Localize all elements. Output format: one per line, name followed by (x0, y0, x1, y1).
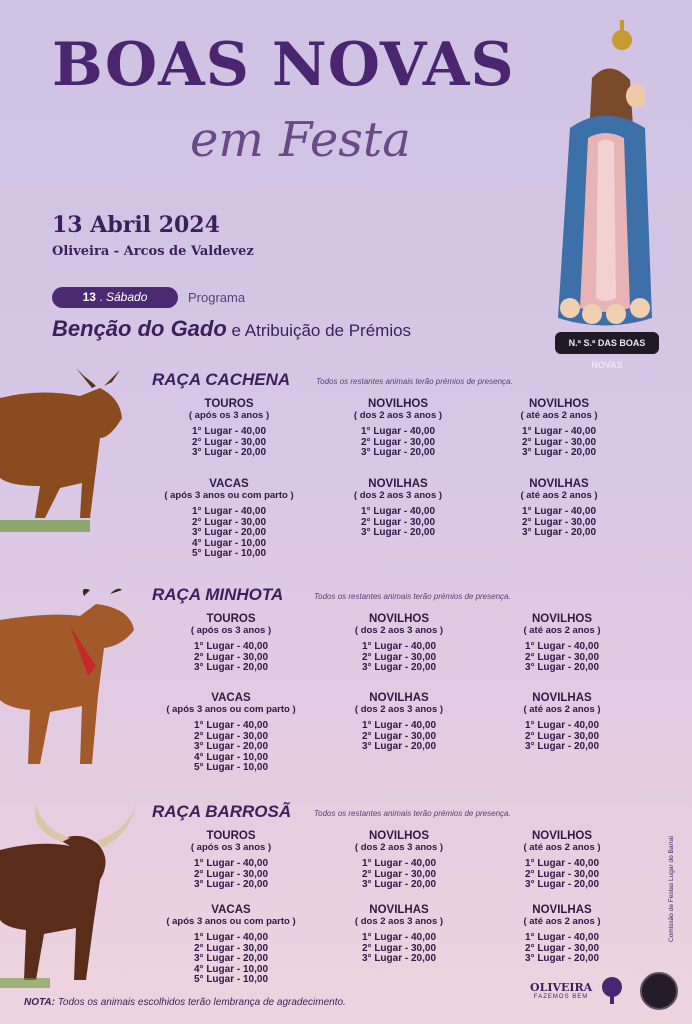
group-sub: ( até aos 2 anos ) (523, 625, 601, 636)
prize-line: 1° Lugar - 40,00 (193, 858, 269, 869)
prize-line: 3° Lugar - 20,00 (193, 662, 269, 674)
breed-title: RAÇA MINHOTA (152, 585, 284, 604)
group-title: NOVILHOS (531, 830, 593, 842)
prize-group (484, 478, 634, 539)
prize-line: 2° Lugar - 30,00 (193, 942, 269, 954)
group-sub: ( dos 2 aos 3 anos ) (354, 842, 444, 853)
group-sub: ( até aos 2 anos ) (523, 704, 601, 715)
cachena-cow-image (0, 368, 130, 538)
prize-group (156, 692, 306, 774)
poster-title: BOAS NOVAS (52, 30, 515, 100)
logo-name: OLIVEIRA (530, 981, 593, 994)
prize-line: 2° Lugar - 30,00 (361, 651, 437, 663)
prize-line: 2° Lugar - 30,00 (524, 868, 600, 880)
day-number: 13 (82, 290, 96, 304)
prize-line: 1° Lugar - 40,00 (193, 932, 269, 943)
prize-line: 1° Lugar - 40,00 (193, 720, 269, 731)
prize-line: 3° Lugar - 20,00 (521, 447, 597, 459)
breed-note: Todos os restantes animais terão prémios de presença. (316, 377, 513, 386)
prize-group (156, 904, 306, 986)
prize-line: 1° Lugar - 40,00 (524, 720, 600, 731)
prize-line: 4° Lugar - 10,00 (191, 537, 267, 549)
prize-group (484, 398, 634, 459)
breed-note: Todos os restantes animais terão prémios de presença. (314, 592, 511, 601)
breed-title: RAÇA CACHENA (152, 370, 291, 389)
tree-logo-icon (597, 976, 627, 1006)
prize-line: 2° Lugar - 30,00 (521, 436, 597, 448)
prize-line: 2° Lugar - 30,00 (193, 651, 269, 663)
prize-line: 3° Lugar - 20,00 (361, 879, 437, 891)
prize-line: 2° Lugar - 30,00 (524, 730, 600, 742)
group-title: VACAS (209, 478, 249, 490)
day-pill (52, 287, 178, 308)
prize-line: 5° Lugar - 10,00 (191, 548, 267, 560)
prize-line: 3° Lugar - 20,00 (361, 953, 437, 965)
event-place: Oliveira - Arcos de Valdevez (52, 244, 254, 259)
group-title: NOVILHOS (528, 398, 590, 410)
group-title: TOUROS (206, 830, 256, 842)
group-sub: ( dos 2 aos 3 anos ) (354, 916, 444, 927)
group-title: NOVILHAS (369, 692, 429, 704)
breed-title: RAÇA BARROSÃ (152, 802, 292, 821)
prize-group (324, 613, 474, 674)
statue-base-label: N.ª S.ª DAS BOAS NOVAS (555, 332, 659, 354)
group-sub: ( após os 3 anos ) (190, 625, 272, 636)
prize-line: 2° Lugar - 30,00 (191, 436, 267, 448)
footer-note (24, 997, 346, 1008)
prize-group (156, 613, 306, 674)
breed-note: Todos os restantes animais terão prémios de presença. (314, 809, 511, 818)
prize-line: 1° Lugar - 40,00 (191, 506, 267, 517)
prize-line: 2° Lugar - 30,00 (360, 516, 436, 528)
prize-line: 1° Lugar - 40,00 (361, 720, 437, 731)
group-sub: ( até aos 2 anos ) (523, 842, 601, 853)
group-sub: ( após os 3 anos ) (188, 410, 270, 421)
headline-bold: Benção do Gado (52, 316, 227, 341)
group-title: TOUROS (204, 398, 254, 410)
prize-line: 2° Lugar - 30,00 (521, 516, 597, 528)
prize-line: 1° Lugar - 40,00 (524, 932, 600, 943)
side-credit: Comissão de Festas Lugar do Barral (668, 836, 675, 942)
group-title: NOVILHOS (531, 613, 593, 625)
group-sub: ( dos 2 aos 3 anos ) (353, 410, 443, 421)
minhota-cow-image (0, 586, 138, 770)
group-sub: ( após os 3 anos ) (190, 842, 272, 853)
prize-line: 4° Lugar - 10,00 (193, 751, 269, 763)
prize-group (487, 613, 637, 674)
group-sub: ( até aos 2 anos ) (520, 490, 598, 501)
oliveira-logo (530, 981, 592, 1000)
prize-group (323, 398, 473, 459)
prize-line: 3° Lugar - 20,00 (524, 741, 600, 753)
prize-line: 1° Lugar - 40,00 (521, 506, 597, 517)
group-sub: ( após 3 anos ou com parto ) (164, 490, 294, 501)
prize-line: 1° Lugar - 40,00 (361, 932, 437, 943)
note-text: Todos os animais escolhidos terão lembrança de agradecimento. (54, 997, 346, 1008)
prize-group (324, 830, 474, 891)
prize-group (154, 478, 304, 560)
prize-line: 2° Lugar - 30,00 (524, 651, 600, 663)
prize-line: 1° Lugar - 40,00 (521, 426, 597, 437)
prize-line: 3° Lugar - 20,00 (191, 527, 267, 539)
prize-line: 3° Lugar - 20,00 (361, 662, 437, 674)
prize-group (324, 692, 474, 753)
group-title: TOUROS (206, 613, 256, 625)
prize-line: 2° Lugar - 30,00 (360, 436, 436, 448)
group-title: NOVILHAS (368, 478, 428, 490)
logo-sub: FAZEMOS BEM (533, 994, 589, 1000)
program-label: Programa (188, 290, 246, 305)
prize-line: 3° Lugar - 20,00 (361, 741, 437, 753)
prize-group (487, 692, 637, 753)
prize-line: 2° Lugar - 30,00 (193, 730, 269, 742)
group-title: NOVILHOS (368, 613, 430, 625)
prize-group (487, 904, 637, 965)
group-sub: ( após 3 anos ou com parto ) (166, 916, 296, 927)
prize-line: 4° Lugar - 10,00 (193, 963, 269, 975)
prize-line: 3° Lugar - 20,00 (524, 953, 600, 965)
prize-line: 2° Lugar - 30,00 (524, 942, 600, 954)
poster-subtitle: em Festa (190, 112, 411, 168)
event-date: 13 Abril 2024 (52, 212, 220, 238)
prize-line: 3° Lugar - 20,00 (524, 662, 600, 674)
prize-line: 3° Lugar - 20,00 (360, 447, 436, 459)
prize-line: 1° Lugar - 40,00 (360, 426, 436, 437)
prize-line: 5° Lugar - 10,00 (193, 762, 269, 774)
group-title: NOVILHAS (369, 904, 429, 916)
headline (52, 316, 411, 342)
prize-line: 1° Lugar - 40,00 (361, 858, 437, 869)
group-title: NOVILHAS (529, 478, 589, 490)
group-sub: ( até aos 2 anos ) (523, 916, 601, 927)
group-title: NOVILHOS (368, 830, 430, 842)
prize-line: 2° Lugar - 30,00 (361, 730, 437, 742)
headline-rest: e Atribuição de Prémios (226, 321, 412, 340)
prize-line: 3° Lugar - 20,00 (193, 741, 269, 753)
group-title: NOVILHOS (367, 398, 429, 410)
group-sub: ( dos 2 aos 3 anos ) (353, 490, 443, 501)
prize-line: 3° Lugar - 20,00 (521, 527, 597, 539)
prize-line: 2° Lugar - 30,00 (361, 942, 437, 954)
prize-line: 2° Lugar - 30,00 (191, 516, 267, 528)
prize-group (324, 904, 474, 965)
prize-line: 2° Lugar - 30,00 (193, 868, 269, 880)
group-title: NOVILHAS (532, 904, 592, 916)
prize-group (154, 398, 304, 459)
prize-group (323, 478, 473, 539)
prize-line: 3° Lugar - 20,00 (191, 447, 267, 459)
group-title: VACAS (211, 692, 251, 704)
group-title: VACAS (211, 904, 251, 916)
prize-line: 3° Lugar - 20,00 (524, 879, 600, 891)
virgin-statue-image (540, 18, 670, 363)
group-sub: ( até aos 2 anos ) (520, 410, 598, 421)
prize-line: 1° Lugar - 40,00 (191, 426, 267, 437)
group-sub: ( dos 2 aos 3 anos ) (354, 625, 444, 636)
prize-group (487, 830, 637, 891)
prize-line: 1° Lugar - 40,00 (360, 506, 436, 517)
prize-line: 1° Lugar - 40,00 (524, 641, 600, 652)
group-sub: ( dos 2 aos 3 anos ) (354, 704, 444, 715)
seal-logo-icon (640, 972, 678, 1010)
day-separator: . (95, 290, 106, 304)
prize-line: 3° Lugar - 20,00 (193, 879, 269, 891)
day-name: Sábado (106, 290, 148, 304)
prize-line: 1° Lugar - 40,00 (193, 641, 269, 652)
note-label: NOTA: (24, 997, 55, 1008)
prize-line: 5° Lugar - 10,00 (193, 974, 269, 986)
barrosa-bull-image (0, 800, 140, 990)
prize-group (156, 830, 306, 891)
prize-line: 2° Lugar - 30,00 (361, 868, 437, 880)
group-sub: ( após 3 anos ou com parto ) (166, 704, 296, 715)
group-title: NOVILHAS (532, 692, 592, 704)
prize-line: 3° Lugar - 20,00 (360, 527, 436, 539)
prize-line: 3° Lugar - 20,00 (193, 953, 269, 965)
prize-line: 1° Lugar - 40,00 (361, 641, 437, 652)
prize-line: 1° Lugar - 40,00 (524, 858, 600, 869)
